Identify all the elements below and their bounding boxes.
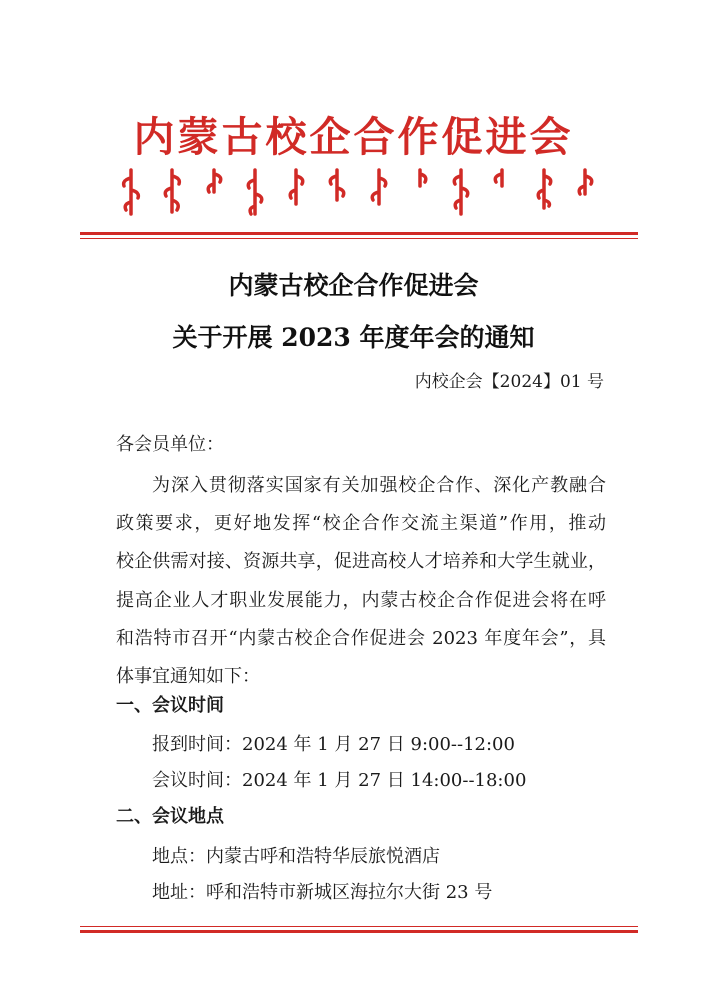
header-divider-thin [80,238,638,239]
salutation: 各会员单位： [116,434,224,455]
mongolian-word-4 [242,168,268,218]
body-line: 为深入贯彻落实国家有关加强校企合作、深化产教融合 [152,475,606,496]
mongolian-word-6 [324,168,350,204]
venue-name: 地点：内蒙古呼和浩特华辰旅悦酒店 [152,846,440,867]
mongolian-word-11 [531,168,557,212]
checkin-time: 报到时间：2024 年 1 月 27 日 9:00--12:00 [152,734,515,755]
mongolian-word-9 [448,168,474,218]
letterhead-org-name: 内蒙古校企合作促进会 [133,113,574,161]
mongolian-word-3 [201,168,227,198]
body-line: 校企供需对接、资源共享，促进高校人才培养和大学生就业， [116,551,606,572]
document-number: 内校企会【2024】01 号 [414,372,604,392]
body-line: 提高企业人才职业发展能力，内蒙古校企合作促进会将在呼 [116,590,606,611]
mongolian-word-10 [489,168,515,192]
letterhead-mongolian-script [118,168,598,220]
mongolian-word-1 [118,168,144,218]
body-line: 和浩特市召开“内蒙古校企合作促进会 2023 年度年会”，具 [116,628,606,649]
mongolian-word-12 [572,168,598,198]
body-line: 体事宜通知如下： [116,666,260,687]
footer-divider-thick [80,930,638,933]
section-heading-meeting-time: 一、会议时间 [116,695,224,716]
mongolian-word-2 [159,168,185,218]
section-heading-meeting-venue: 二、会议地点 [116,806,224,827]
document-title-line1: 内蒙古校企合作促进会 [228,271,479,300]
header-divider-thick [80,232,638,235]
footer-divider-thin [80,926,638,927]
mongolian-word-7 [366,168,392,208]
meeting-time: 会议时间：2024 年 1 月 27 日 14:00--18:00 [152,770,527,791]
document-title-line2: 关于开展 2023 年度年会的通知 [172,323,535,352]
mongolian-word-5 [283,168,309,208]
mongolian-word-8 [407,168,433,192]
venue-address: 地址：呼和浩特市新城区海拉尔大街 23 号 [152,882,493,903]
body-line: 政策要求，更好地发挥“校企合作交流主渠道”作用，推动 [116,513,606,534]
